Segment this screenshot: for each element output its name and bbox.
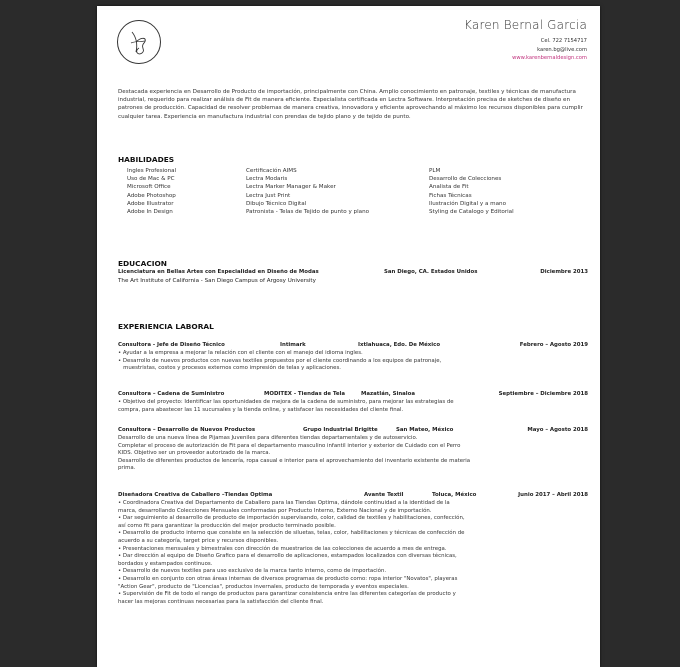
skill-item: Lectra Just Print [246,192,291,199]
job-date: Mayo – Agosto 2018 [527,427,588,433]
email: karen.bg@live.com [537,46,587,53]
profile-summary: Destacada experiencia en Desarrollo de Producto de importación, principalmente con China. Amplio conocimiento en patronaje, textiles y técnicas de manufactura industrial, requerido para realizar análisis de Fit de manera eficiente. Especialista certificada en Lectra Software. Interpretación precisa de sketches de diseño en patrones de producción. Capacidad de resolver problemas de manera creativa, innovadora y eficiente aprovechando al máximo los recursos disponibles para cumplir cualquier tarea. Experiencia en manufactura industrial con prendas de tejido plano y de tejido de punto. [118,89,583,120]
job-description [118,399,587,414]
skills-column-2 [246,167,369,216]
school-name: The Art Institute of California - San Diego Campus of Argosy University [118,278,316,284]
job-line: • Desarrollo en conjunto con otras áreas internas de diversos programas de producto como: ropa interior "Novatos", playeras [118,575,458,582]
candidate-name: Karen Bernal Garcia [464,18,587,32]
job-line: acuerdo a su categoría, target price y recursos disponibles. [118,537,279,544]
phone: Cel. 722 7154717 [540,38,587,44]
monogram-logo [117,20,161,64]
job-line: prima. [118,465,136,472]
job-line: • Desarrollo de nuevos textiles para uso exclusivo de la marca tanto interno, como de importación. [118,568,387,575]
education-heading: EDUCACION [118,259,167,268]
job-description [118,350,587,373]
job-line: • Coordinadora Creativa del Departamento de Caballero para las Tiendas Optima, dándole continuidad a la identidad de la [118,500,450,506]
job-line: • Presentaciones mensuales y bimestrales con dirección de muestrarios de las colecciones de acuerdo a mes de entrega. [118,545,447,552]
job-company: Avante Textil [364,492,404,498]
job-place: Toluca, México [432,492,477,498]
job-line: • Ayudar a la empresa a mejorar la relación con el cliente con el manejo del idioma ingles. [118,350,363,356]
contact-block [512,37,587,63]
job-line: • Objetivo del proyecto: Identificar las oportunidades de mejora de la cadena de suministro, para mejorar las estrategias de [118,399,454,405]
job-line: marca, desarrollando Colecciones Mensuales conformadas por Producto Interno, Externo Nacional y de importación. [118,507,432,514]
job-role: Diseñadora Creativa de Caballero –Tiendas Optima [118,492,273,498]
skill-item: Lectra Marker Manager & Maker [246,184,336,191]
job-line: compra, para abastecer las 11 sucursales y la tienda online, y satisfacer las necesidades del cliente final. [118,406,404,413]
skill-item: Adobe Photoshop [127,192,176,199]
skill-item: Adobe Illustrator [127,200,174,207]
job-line: muestristas, costos y procesos externos como impresión de telas y aplicaciones. [118,365,342,372]
job-line: • Desarrollo de producto interno que consiste en la selección de siluetas, telas, color, habilitaciones y técnicas de confección de [118,530,465,537]
job-line: así como fit para garantizar la producción del mejor producto terminado posible. [118,522,336,529]
education-location: San Diego, CA. Estados Unidos [384,269,478,275]
job-company: Intimark [280,342,306,348]
skill-item: Patronista - Telas de Tejido de punto y plano [246,209,370,216]
skill-item: Ingles Profesional [127,168,177,174]
job-date: Septiembre – Diciembre 2018 [498,391,588,397]
job-company: Grupo Industrial Brigitte [303,427,378,433]
job-line: KIDS. Objetivo ser un proveedor autorizado de la marca. [118,450,271,457]
job-line: Desarrollo de diferentes productos de lencería, ropa casual e interior para el aprovechamiento del inventario existente de materia [118,457,471,464]
job-line: bordados y estampados continuos. [118,560,213,567]
skill-item: Ilustración Digital y a mano [429,200,507,207]
education-date: Diciembre 2013 [540,269,588,275]
skill-item: Fichas Técnicas [429,192,472,199]
job-line: • Dar dirección al equipo de Diseño Grafico para el desarrollo de aplicaciones, estampados localizados con diversas técnicas, [118,553,457,560]
skill-item: Lectra Modaris [246,176,288,183]
skill-item: PLM [429,168,441,174]
skill-item: Dibujo Técnico Digital [246,200,307,207]
job-place: Mazatlán, Sinaloa [361,391,415,397]
job-line: hacer las mejoras continuas necesarias para la satisfacción del cliente final. [118,598,324,605]
resume-page [97,6,600,667]
skill-item: Desarrollo de Colecciones [429,176,502,183]
skill-item: Microsoft Office [127,184,171,191]
job-place: Ixtlahuaca, Edo. De México [358,342,441,348]
skill-item: Uso de Mac & PC [127,176,175,183]
job-place: San Mateo, México [396,427,454,433]
job-description [118,500,587,606]
skill-item: Certificación AIMS [246,168,297,174]
job-line: • Supervisión de Fit de todo el rango de productos para garantizar consistencia entre las diferentes categorías de producto y [118,591,456,598]
job-line: • Desarrollo de nuevos productos con nuevas textiles propuestos por el cliente coordinando a los equipos de patronaje, [118,357,442,364]
skills-column-3 [429,167,514,216]
skills-heading: HABILIDADES [118,155,175,164]
job-date: Febrero – Agosto 2019 [519,342,588,348]
experience-heading: EXPERIENCIA LABORAL [118,322,214,331]
job-role: Consultora - Jefe de Diseño Técnico [118,342,225,348]
website-link[interactable]: www.karenbernaldesign.com [512,55,587,61]
skill-item: Styling de Catalogo y Editorial [429,209,514,216]
job-line: Completar el proceso de autorización de Fit para el departamento masculino infantil interior y exterior de Cuidado con el Perro [118,442,461,449]
skill-item: Adobe In Design [127,209,173,216]
degree: Licenciatura en Bellas Artes con Especialidad en Diseño de Modas [118,269,319,275]
job-line: "Action Gear", producto de "Licencias", productos invernales, producto de temporada y eventos especiales. [118,583,409,590]
job-role: Consultora – Desarrollo de Nuevos Productos [118,427,256,433]
job-line: • Dar seguimiento al desarrollo de producto de importación supervisando, color, calidad de textiles y habilitaciones, confección, [118,515,465,522]
job-company: MODITEX - Tiendas de Tela [264,391,346,397]
skill-item: Analista de Fit [429,184,469,191]
job-line: Desarrollo de una nueva línea de Pijamas Juveniles para diferentes tiendas departamentales y de autoservicio. [118,435,418,441]
job-date: Junio 2017 – Abril 2018 [518,492,588,498]
job-description [118,435,587,473]
job-role: Consultora – Cadena de Suministro [118,391,225,397]
skills-column-1 [127,167,176,216]
